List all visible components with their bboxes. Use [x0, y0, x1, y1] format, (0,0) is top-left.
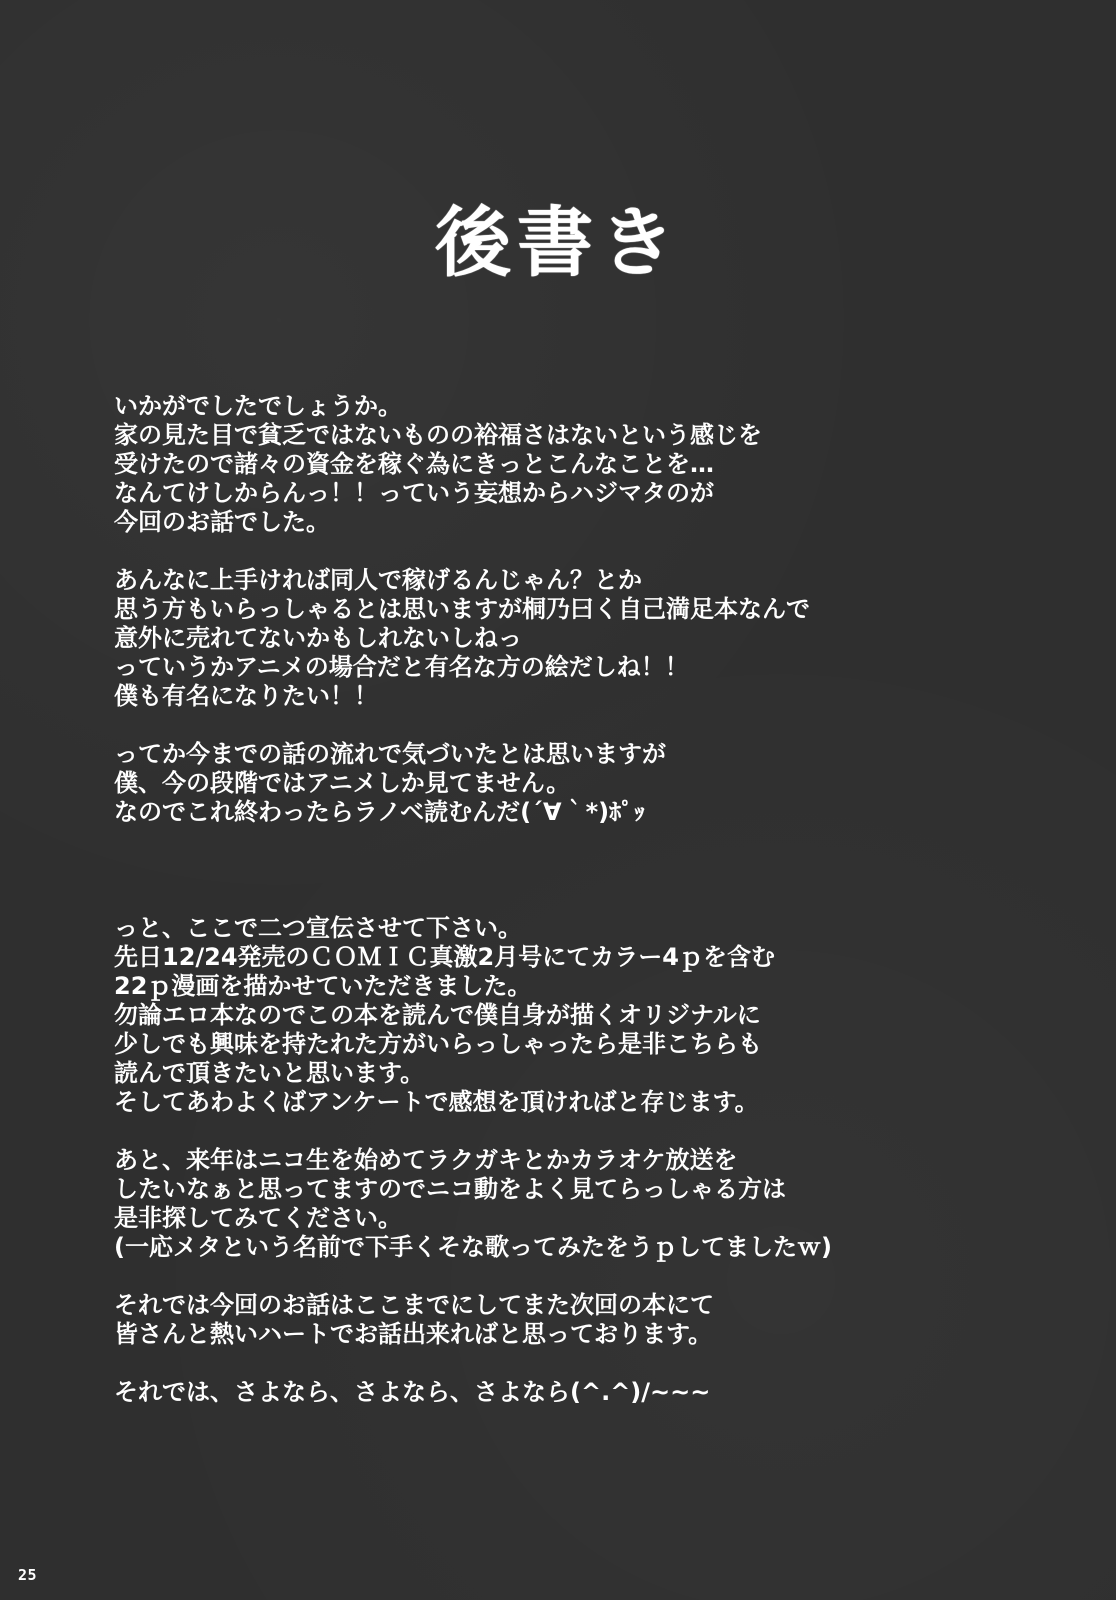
text-line: いかがでしたでしょうか。	[114, 392, 402, 420]
afterword-body	[114, 392, 974, 1407]
text-line: 読んで頂きたいと思います。	[114, 1059, 425, 1087]
paragraph-2	[114, 566, 974, 711]
text-line: なのでこれ終わったらラノベ読むんだ(´∀｀*)ﾎﾟｯ	[114, 798, 646, 826]
paragraph-4	[114, 914, 974, 1117]
text-line: 思う方もいらっしゃるとは思いますが桐乃曰く自己満足本なんで	[114, 595, 810, 623]
text-line: 皆さんと熱いハートでお話出来ればと思っております。	[114, 1320, 713, 1348]
text-line: 今回のお話でした。	[114, 508, 330, 536]
paragraph-3	[114, 740, 974, 827]
text-line: 受けたので諸々の資金を稼ぐ為にきっとこんなことを…	[114, 450, 714, 478]
text-line: (一応メタという名前で下手くそな歌ってみたをうｐしてましたｗ)	[114, 1233, 832, 1261]
text-line: なんてけしからんっ！！っていう妄想からハジマタのが	[114, 479, 714, 507]
text-line: それでは、さよなら、さよなら、さよなら(^.^)/~~~	[114, 1378, 711, 1406]
text-line: っと、ここで二つ宣伝させて下さい。	[114, 914, 522, 942]
page-title: 後書き	[435, 198, 681, 287]
text-line: 僕も有名になりたい！！	[114, 682, 378, 710]
paragraph-5	[114, 1146, 974, 1262]
text-line: 僕、今の段階ではアニメしか見てません。	[114, 769, 571, 797]
text-line: 勿論エロ本なのでこの本を読んで僕自身が描くオリジナルに	[114, 1001, 761, 1029]
text-line: そしてあわよくばアンケートで感想を頂ければと存じます。	[114, 1088, 759, 1116]
text-line: 意外に売れてないかもしれないしねっ	[114, 624, 522, 652]
text-line: あんなに上手ければ同人で稼げるんじゃん？とか	[114, 566, 642, 594]
text-line: 少しでも興味を持たれた方がいらっしゃったら是非こちらも	[114, 1030, 762, 1058]
text-line: ってか今までの話の流れで気づいたとは思いますが	[114, 740, 666, 768]
text-line: 先日12/24発売のＣＯＭＩＣ真激2月号にてカラー4ｐを含む	[114, 943, 775, 971]
text-line: それでは今回のお話はここまでにしてまた次回の本にて	[114, 1291, 714, 1319]
paragraph-1	[114, 392, 974, 537]
text-line: 22ｐ漫画を描かせていただきました。	[114, 972, 532, 1000]
paragraph-6	[114, 1291, 974, 1349]
text-line: 家の見た目で貧乏ではないものの裕福さはないという感じを	[114, 421, 762, 449]
text-line: 是非探してみてください。	[114, 1204, 402, 1232]
page-number: 25	[18, 1566, 38, 1584]
text-line: っていうかアニメの場合だと有名な方の絵だしね！！	[114, 653, 689, 681]
paragraph-7	[114, 1378, 974, 1407]
text-line: あと、来年はニコ生を始めてラクガキとかカラオケ放送を	[114, 1146, 738, 1174]
text-line: したいなぁと思ってますのでニコ動をよく見てらっしゃる方は	[114, 1175, 786, 1203]
